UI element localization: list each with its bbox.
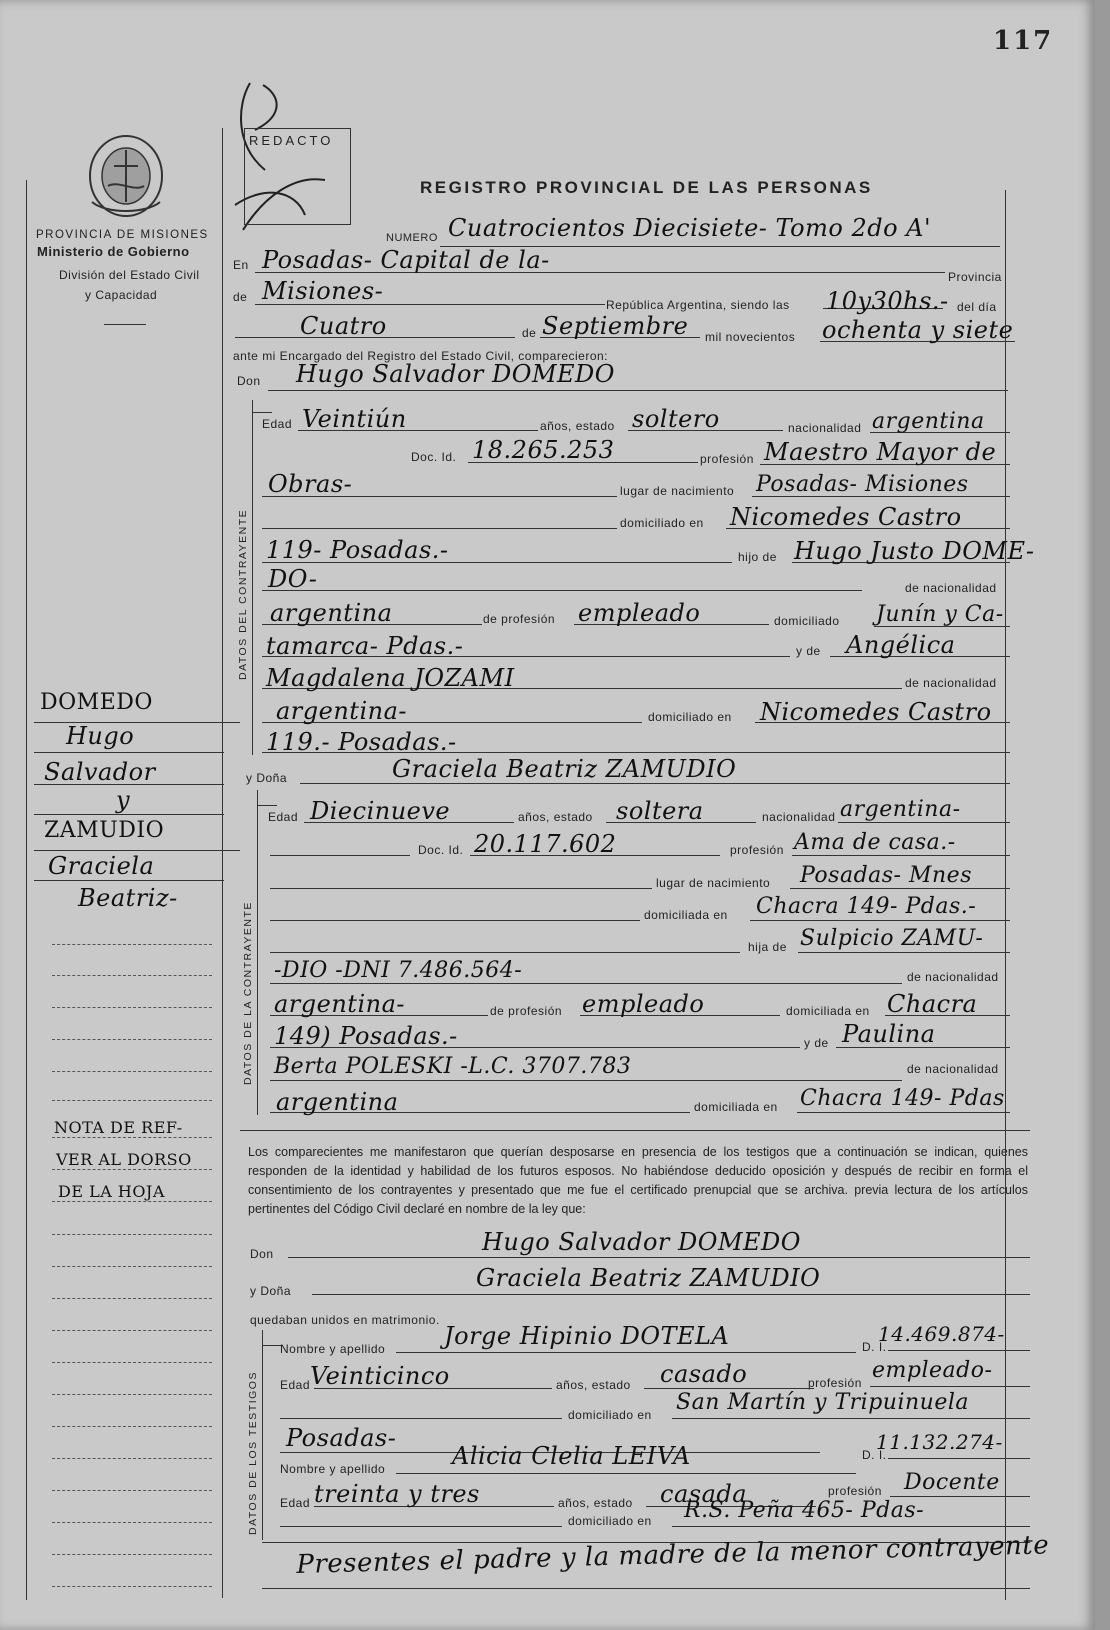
label-y-dona: y Doña <box>246 771 288 785</box>
label-don: Don <box>237 374 261 388</box>
groom-domicilio: Nicomedes Castro <box>730 503 962 531</box>
label-don-2: Don <box>250 1247 274 1261</box>
act-lugar: Posadas- Capital de la- <box>262 246 550 274</box>
label-y-dona-2: y Doña <box>250 1284 292 1298</box>
label-de: de <box>233 290 248 304</box>
label-ante-mi: ante mi Encargado del Registro del Estado Civil, comparecieron: <box>233 349 609 363</box>
bride-doc: 20.117.602 <box>474 830 617 858</box>
label-nombre-apellido-1: Nombre y apellido <box>280 1342 386 1356</box>
bride-nacionalidad: argentina- <box>840 797 961 822</box>
division-line1: División del Estado Civil <box>59 268 200 282</box>
groom-madre-nac: argentina- <box>276 697 407 725</box>
bride-lugar-nac: Posadas- Mnes <box>800 863 972 888</box>
bride-madre2: Berta POLESKI -L.C. 3707.783 <box>274 1054 632 1079</box>
label-provincia: Provincia <box>948 270 1002 284</box>
redacto-stamp <box>244 128 351 225</box>
margin-note1: NOTA DE REF- <box>54 1118 183 1137</box>
label-domiciliada-2: domiciliada en <box>694 1100 778 1114</box>
margin-surname: DOMEDO <box>40 690 153 715</box>
label-de-nac-2: de nacionalidad <box>905 676 997 690</box>
label-numero: NUMERO <box>386 232 438 244</box>
label-domiciliado-en-2: domiciliado en <box>648 710 732 724</box>
ministry-name: Ministerio de Gobierno <box>37 244 190 259</box>
groom-padre-dom2: tamarca- Pdas.- <box>266 632 464 660</box>
act-mes: Septiembre <box>542 312 689 340</box>
witness2-di: 11.132.274- <box>876 1430 1003 1454</box>
witness1-edad: Veinticinco <box>310 1362 450 1390</box>
register-title: REGISTRO PROVINCIAL DE LAS PERSONAS <box>420 178 873 197</box>
label-doc-id: Doc. Id. <box>411 450 457 464</box>
label-del-dia: del día <box>957 300 997 314</box>
label-domiciliada-en: domiciliada en <box>644 908 728 922</box>
margin-name3: Graciela <box>48 852 155 880</box>
label-domiciliado-1: domiciliado <box>774 614 840 628</box>
provincial-seal <box>86 132 166 220</box>
label-quedaban: quedaban unidos en matrimonio. <box>250 1313 440 1327</box>
act-dia: Cuatro <box>300 312 387 340</box>
witness1-profesion: empleado- <box>872 1358 993 1383</box>
groom-edad: Veintiún <box>302 405 407 433</box>
witness2-profesion: Docente <box>904 1470 1000 1495</box>
bride-madre-dom: Chacra 149- Pdas <box>800 1086 1005 1111</box>
groom-nacionalidad: argentina <box>872 409 985 434</box>
label-de-profesion-2: de profesión <box>490 1004 563 1018</box>
label-republica: República Argentina, siendo las <box>606 298 790 312</box>
bride-padre-dom2: 149) Posadas.- <box>274 1022 458 1050</box>
groom-padre2: DO- <box>268 565 318 593</box>
witness2-nombre: Alicia Clelia LEIVA <box>452 1442 691 1470</box>
label-datos-contrayente: DATOS DEL CONTRAYENTE <box>237 508 249 680</box>
division-line2: y Capacidad <box>85 288 158 302</box>
label-di-2: D. I. <box>862 1448 887 1462</box>
declaration-text: Los comparecientes me manifestaron que querían desposarse en presencia de los testigos que a continuación se indican, quienes responden de la identidad y habilidad de los futuros esposos. No habiéndose deducido oposición y después de recibir en forma el consentimiento de los contrayentes y presentado que me fue el certificado prenupcial que se archiva. previa lectura de los artículos pertinentes del Código Civil declaré en nombre de la ley que: <box>248 1145 1028 1216</box>
act-numero: Cuatrocientos Diecisiete- Tomo 2do A' <box>448 214 932 242</box>
province-name: PROVINCIA DE MISIONES <box>36 229 209 241</box>
label-doc-id-2: Doc. Id. <box>418 843 464 857</box>
label-domiciliado-en-3: domiciliado en <box>568 1408 652 1422</box>
label-profesion-4: profesión <box>828 1484 882 1498</box>
label-de-nac-3: de nacionalidad <box>907 970 999 984</box>
witness2-estado: casada <box>660 1480 748 1508</box>
groom-estado: soltero <box>632 405 720 433</box>
label-nacionalidad-2: nacionalidad <box>762 810 836 824</box>
redacto-label: REDACTO <box>249 133 334 148</box>
label-de2: de <box>522 326 537 340</box>
witness1-nombre: Jorge Hipinio DOTELA <box>444 1322 730 1350</box>
bride-edad: Diecinueve <box>310 797 451 825</box>
bride-domicilio: Chacra 149- Pdas.- <box>756 894 977 919</box>
label-anios-estado-4: años, estado <box>558 1496 633 1510</box>
label-datos-testigos: DATOS DE LOS TESTIGOS <box>247 1371 259 1535</box>
groom-profesion2: Obras- <box>268 470 353 498</box>
witness2-domicilio: R.S. Peña 465- Pdas- <box>684 1498 925 1523</box>
groom-padre: Hugo Justo DOME- <box>794 537 1035 565</box>
margin-note2: VER AL DORSO <box>56 1150 192 1169</box>
margin-surname2: ZAMUDIO <box>44 818 165 843</box>
groom-padre-prof: empleado <box>578 599 701 627</box>
bride-padre-prof: empleado <box>582 990 705 1018</box>
label-di-1: D. I. <box>862 1340 887 1354</box>
margin-name2: Salvador <box>44 758 156 786</box>
label-mil: mil novecientos <box>705 330 796 344</box>
bride-nombre: Graciela Beatriz ZAMUDIO <box>392 755 737 783</box>
margin-note3: DE LA HOJA <box>58 1182 165 1201</box>
bride-padre-dom: Chacra <box>887 990 978 1018</box>
bride-profesion: Ama de casa.- <box>794 830 956 855</box>
groom-nombre: Hugo Salvador DOMEDO <box>296 360 615 388</box>
witness2-edad: treinta y tres <box>314 1480 480 1508</box>
label-y-de-2: y de <box>804 1036 829 1050</box>
witness1-estado: casado <box>660 1360 748 1388</box>
label-edad: Edad <box>262 417 293 431</box>
label-lugar-nac-2: lugar de nacimiento <box>656 876 771 890</box>
page-edge <box>1095 0 1110 1630</box>
witness1-di: 14.469.874- <box>878 1322 1005 1346</box>
groom-madre: Angélica <box>846 631 956 659</box>
margin-y: y <box>116 786 131 814</box>
margin-name4: Beatriz- <box>78 884 178 912</box>
groom-domicilio2: 119- Posadas.- <box>266 536 449 564</box>
label-de-profesion-1: de profesión <box>483 612 556 626</box>
label-datos-contrayenta: DATOS DE LA CONTRAYENTE <box>242 901 254 1085</box>
act-hora: 10y30hs.- <box>826 287 949 315</box>
bride-madre-nac: argentina <box>276 1088 399 1116</box>
label-anios-estado-2: años, estado <box>518 810 593 824</box>
groom-madre2: Magdalena JOZAMI <box>266 664 515 692</box>
groom-lugar-nac: Posadas- Misiones <box>756 472 969 497</box>
act-provincia: Misiones- <box>262 277 384 305</box>
label-anios-estado: años, estado <box>540 419 615 433</box>
groom-padre-dom: Junín y Ca- <box>876 602 1004 627</box>
bride-padre: Sulpicio ZAMU- <box>800 926 984 951</box>
groom-doc: 18.265.253 <box>472 436 615 464</box>
label-hija-de: hija de <box>748 940 787 954</box>
label-edad-4: Edad <box>280 1496 311 1510</box>
label-profesion-3: profesión <box>808 1376 862 1390</box>
label-en: En <box>233 258 249 272</box>
label-y-de-1: y de <box>796 644 821 658</box>
label-edad-3: Edad <box>280 1378 311 1392</box>
label-domiciliado-en-4: domiciliado en <box>568 1514 652 1528</box>
union-dona: Graciela Beatriz ZAMUDIO <box>476 1264 821 1292</box>
label-domiciliada-1: domiciliada en <box>786 1004 870 1018</box>
label-profesion: profesión <box>700 452 754 466</box>
act-anio: ochenta y siete <box>822 316 1014 344</box>
bride-estado: soltera <box>616 797 704 825</box>
label-profesion-2: profesión <box>730 843 784 857</box>
footer-note: Presentes el padre y la madre de la menor contrayente <box>296 1530 1050 1580</box>
label-edad-2: Edad <box>268 810 299 824</box>
margin-name1: Hugo <box>66 722 135 750</box>
label-de-nac-4: de nacionalidad <box>907 1062 999 1076</box>
label-anios-estado-3: años, estado <box>556 1378 631 1392</box>
groom-padre-nac: argentina <box>270 599 393 627</box>
bride-madre: Paulina <box>842 1020 936 1048</box>
page-number: 117 <box>993 26 1054 56</box>
label-domiciliado-en: domiciliado en <box>620 516 704 530</box>
bride-padre-nac: argentina- <box>274 990 405 1018</box>
label-nacionalidad: nacionalidad <box>788 421 862 435</box>
label-hijo-de: hijo de <box>738 550 777 564</box>
groom-madre-dom: Nicomedes Castro <box>760 698 992 726</box>
witness1-domicilio2: Posadas- <box>286 1424 397 1452</box>
union-don: Hugo Salvador DOMEDO <box>482 1228 801 1256</box>
groom-madre-dom2: 119.- Posadas.- <box>266 728 457 756</box>
label-de-nac-1: de nacionalidad <box>905 581 997 595</box>
witness1-domicilio: San Martín y Tripuinuela <box>676 1390 969 1415</box>
bride-padre2: -DIO -DNI 7.486.564- <box>274 958 523 983</box>
groom-profesion: Maestro Mayor de <box>764 438 997 466</box>
label-lugar-nac: lugar de nacimiento <box>620 484 735 498</box>
label-nombre-apellido-2: Nombre y apellido <box>280 1462 386 1476</box>
